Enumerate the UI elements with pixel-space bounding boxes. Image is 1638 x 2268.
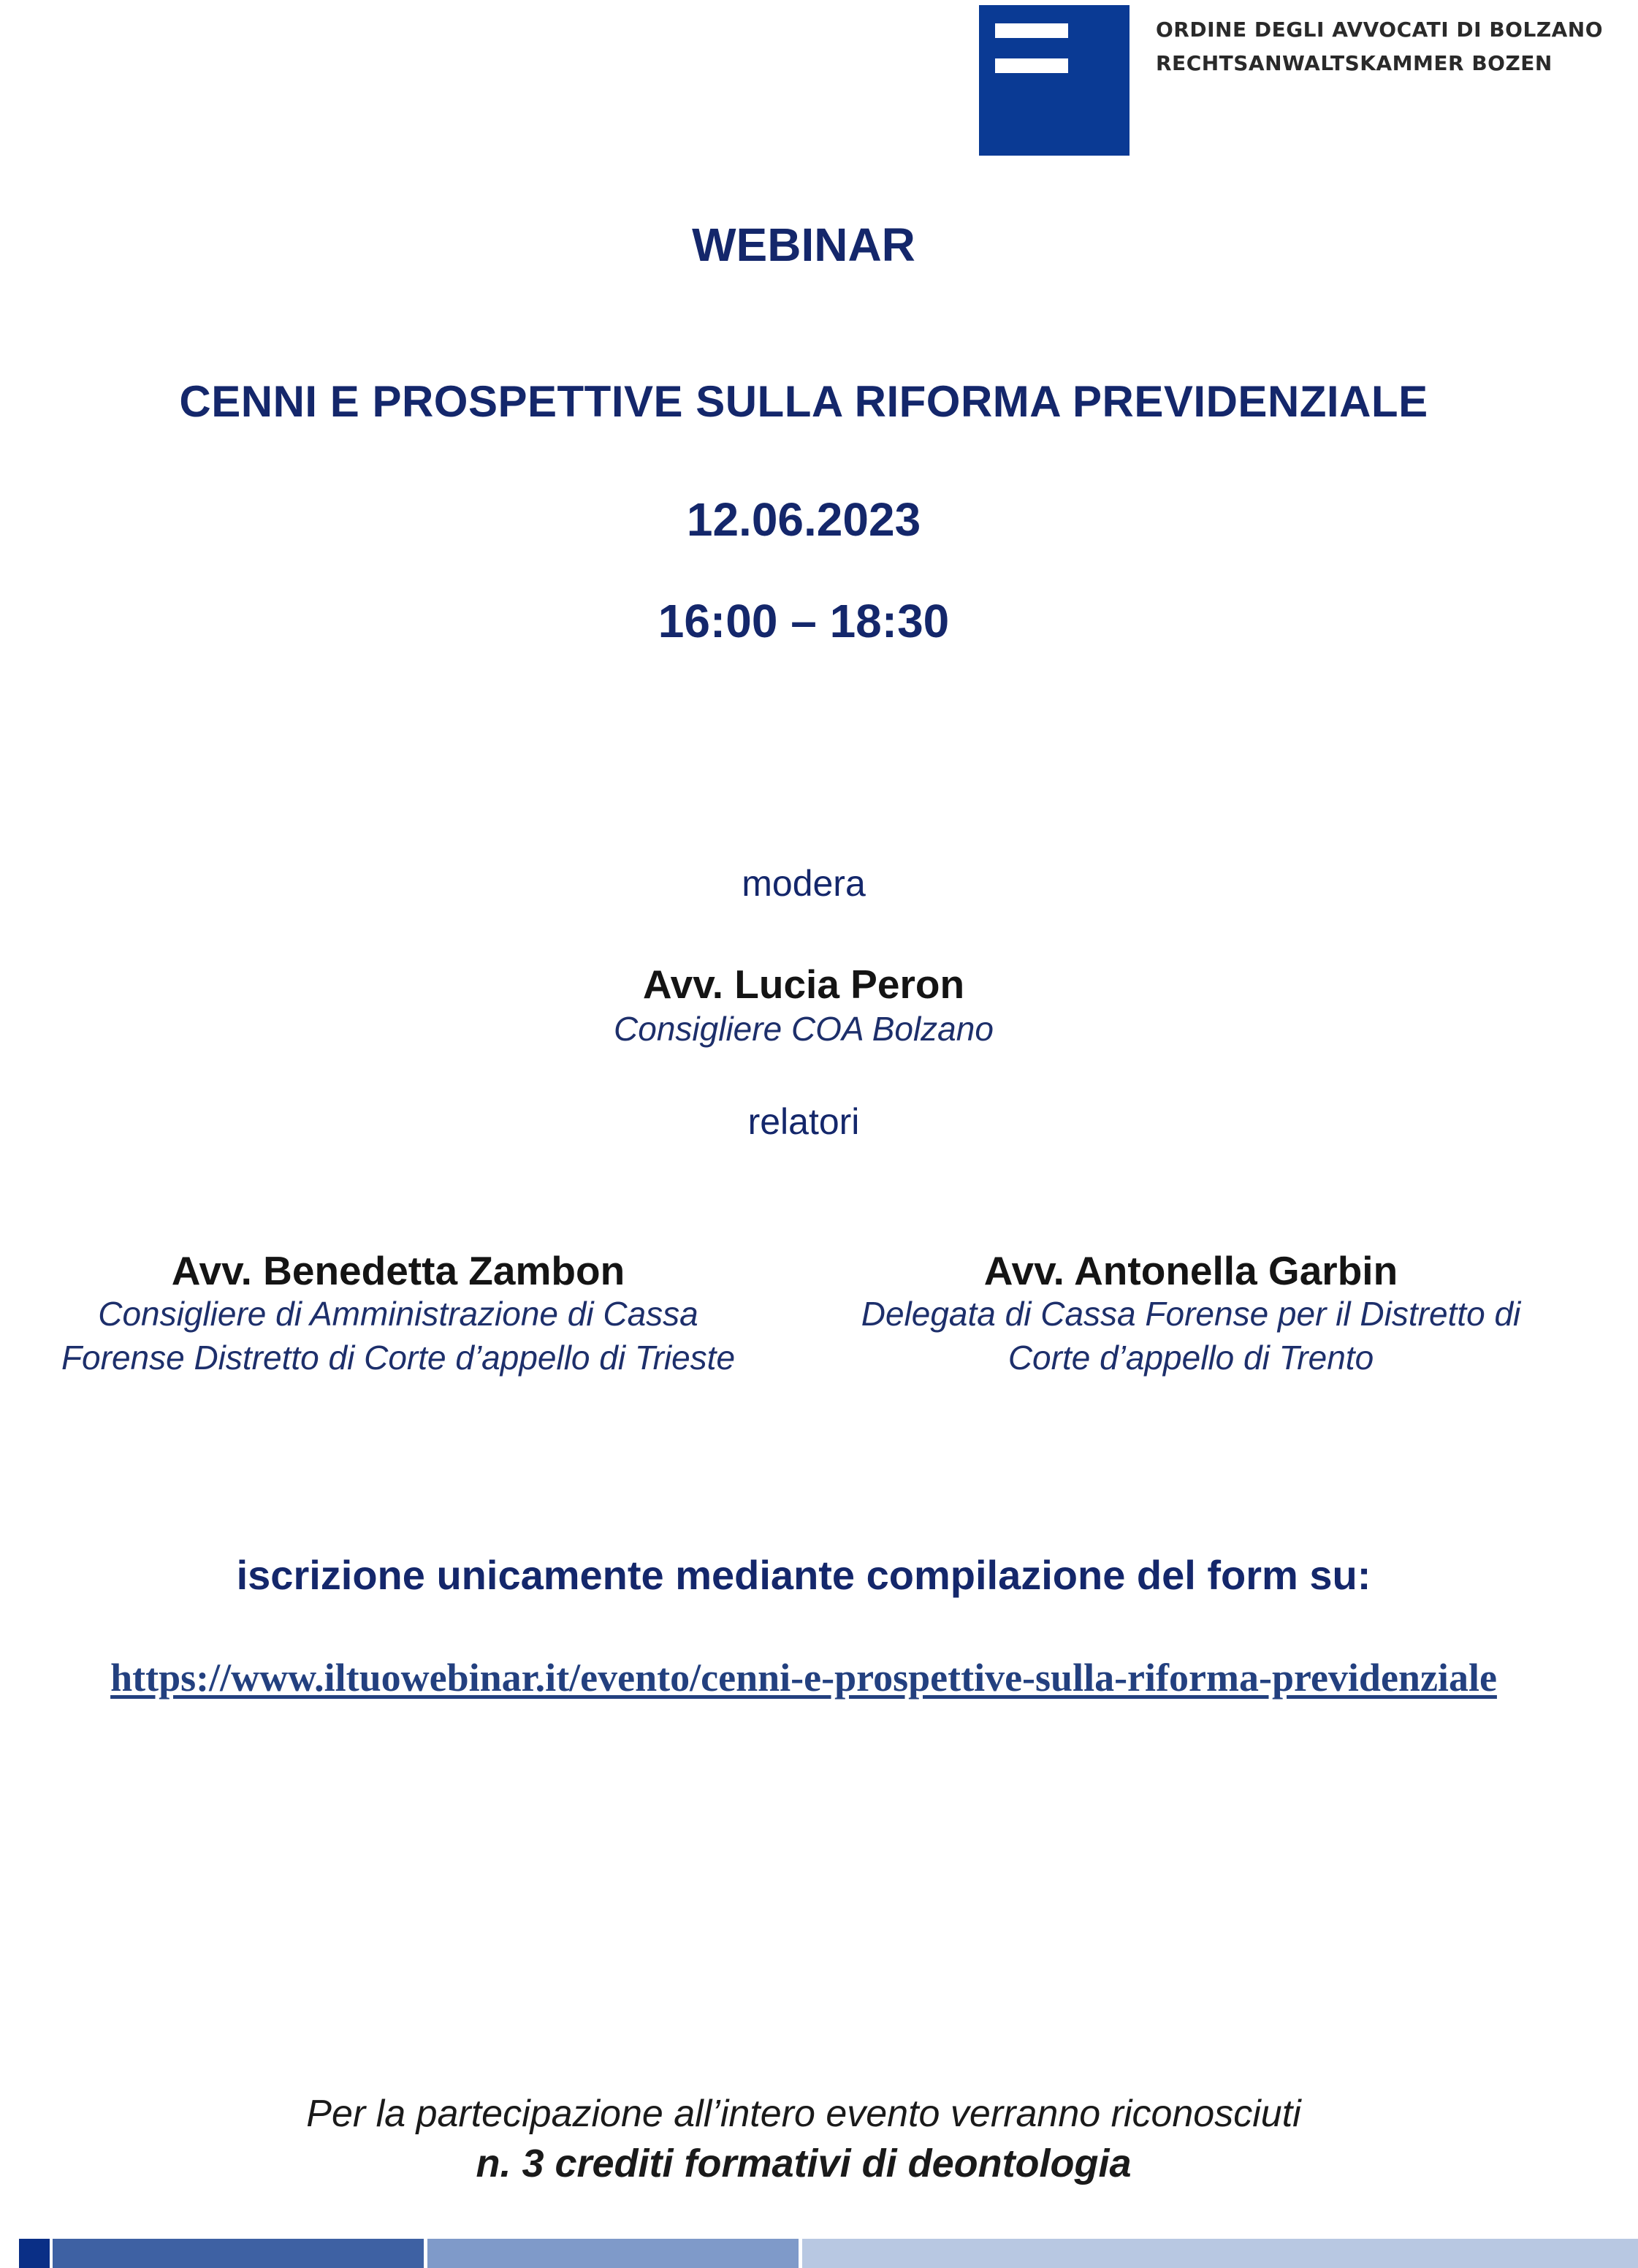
event-time: 16:00 – 18:30: [658, 595, 950, 647]
footer-strip-segment: [802, 2239, 1638, 2268]
registration-instructions: iscrizione unicamente mediante compilazione del form su:: [236, 1552, 1371, 1598]
speakers-label: relatori: [747, 1101, 860, 1142]
moderator-role: Consigliere COA Bolzano: [614, 1010, 994, 1048]
speaker-role: [804, 1292, 1578, 1380]
speaker-role-line: Consigliere di Amministrazione di Cassa: [98, 1295, 698, 1333]
speaker-name: Avv. Antonella Garbin: [983, 1248, 1398, 1293]
moderator-name: Avv. Lucia Peron: [642, 962, 965, 1007]
credits-amount: n. 3 crediti formativi di deontologia: [476, 2142, 1132, 2185]
logo-bar-bottom: [995, 58, 1068, 73]
footer-strip-segment: [53, 2239, 424, 2268]
registration-link-container: [0, 1655, 1607, 1700]
credits-note: Per la partecipazione all’intero evento verranno riconosciuti: [306, 2093, 1301, 2135]
speaker-role-line: Forense Distretto di Corte d’appello di Trieste: [61, 1339, 736, 1377]
registration-link[interactable]: https://www.iltuowebinar.it/evento/cenni-e-prospettive-sulla-riforma-previdenziale: [110, 1656, 1497, 1700]
event-date: 12.06.2023: [686, 493, 921, 546]
moderator-label: modera: [742, 863, 866, 904]
bar-association-logo: [979, 5, 1130, 156]
footer-strip-segment: [19, 2239, 50, 2268]
event-title: CENNI E PROSPETTIVE SULLA RIFORMA PREVIDENZIALE: [179, 377, 1428, 426]
speaker-role-line: Corte d’appello di Trento: [1007, 1339, 1374, 1377]
footer-strip-segment: [427, 2239, 799, 2268]
speaker-name: Avv. Benedetta Zambon: [171, 1248, 625, 1293]
speaker-role-line: Delegata di Cassa Forense per il Distretto di: [861, 1295, 1521, 1333]
org-name-italian: ORDINE DEGLI AVVOCATI DI BOLZANO: [1156, 18, 1604, 42]
speaker-role: [15, 1292, 782, 1380]
event-type: WEBINAR: [692, 218, 915, 271]
org-name-german: RECHTSANWALTSKAMMER BOZEN: [1156, 51, 1553, 75]
logo-bar-top: [995, 23, 1068, 38]
